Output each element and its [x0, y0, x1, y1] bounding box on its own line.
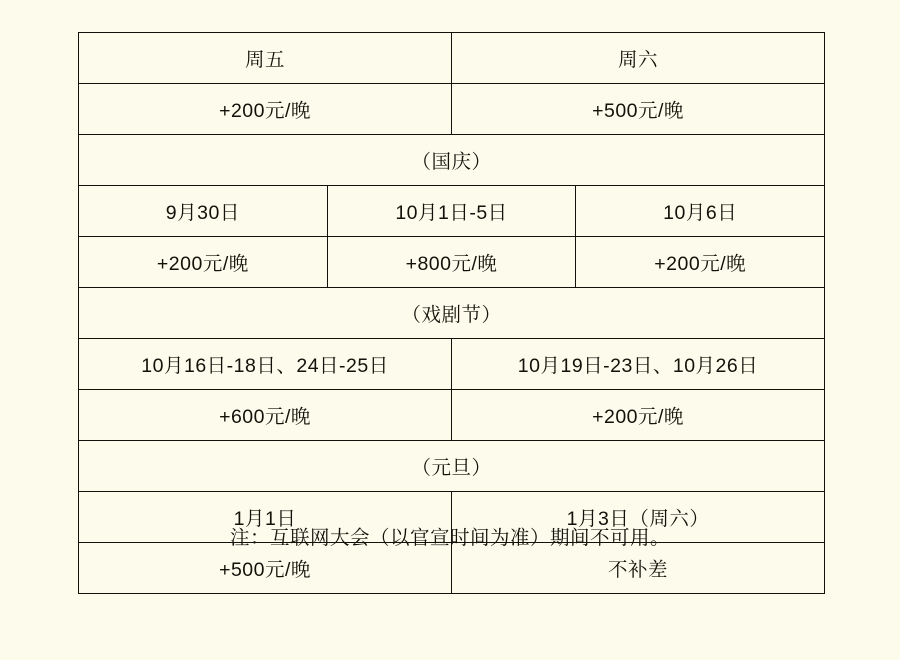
table-cell: （国庆）	[79, 135, 825, 186]
table-row	[79, 288, 825, 339]
surcharge-rate-table	[78, 32, 825, 594]
table-cell: 9月30日	[79, 186, 328, 237]
table-cell: +200元/晚	[79, 84, 452, 135]
table-cell: +800元/晚	[327, 237, 576, 288]
table-cell: 10月19日-23日、10月26日	[452, 339, 825, 390]
table-cell: （戏剧节）	[79, 288, 825, 339]
table-row	[79, 33, 825, 84]
table-cell: +200元/晚	[576, 237, 825, 288]
table-cell: 10月1日-5日	[327, 186, 576, 237]
table-cell: （元旦）	[79, 441, 825, 492]
table-row	[79, 441, 825, 492]
table-row	[79, 186, 825, 237]
table-row	[79, 543, 825, 594]
table-cell: +200元/晚	[452, 390, 825, 441]
table-cell: 1月1日	[79, 492, 452, 543]
footnote-text: 注：互联网大会（以官宣时间为准）期间不可用。	[229, 527, 670, 549]
table-row	[79, 84, 825, 135]
table-cell: 不补差	[452, 543, 825, 594]
table-row	[79, 390, 825, 441]
table-cell: 周六	[452, 33, 825, 84]
table-cell: 10月6日	[576, 186, 825, 237]
table-cell: +500元/晚	[79, 543, 452, 594]
table-row	[79, 135, 825, 186]
rate-table-container	[78, 32, 824, 594]
rate-table-body	[79, 33, 825, 594]
table-row	[79, 339, 825, 390]
table-cell: +200元/晚	[79, 237, 328, 288]
table-cell: 10月16日-18日、24日-25日	[79, 339, 452, 390]
table-cell: +600元/晚	[79, 390, 452, 441]
table-row	[79, 237, 825, 288]
table-cell: +500元/晚	[452, 84, 825, 135]
table-cell: 1月3日（周六）	[452, 492, 825, 543]
table-cell: 周五	[79, 33, 452, 84]
